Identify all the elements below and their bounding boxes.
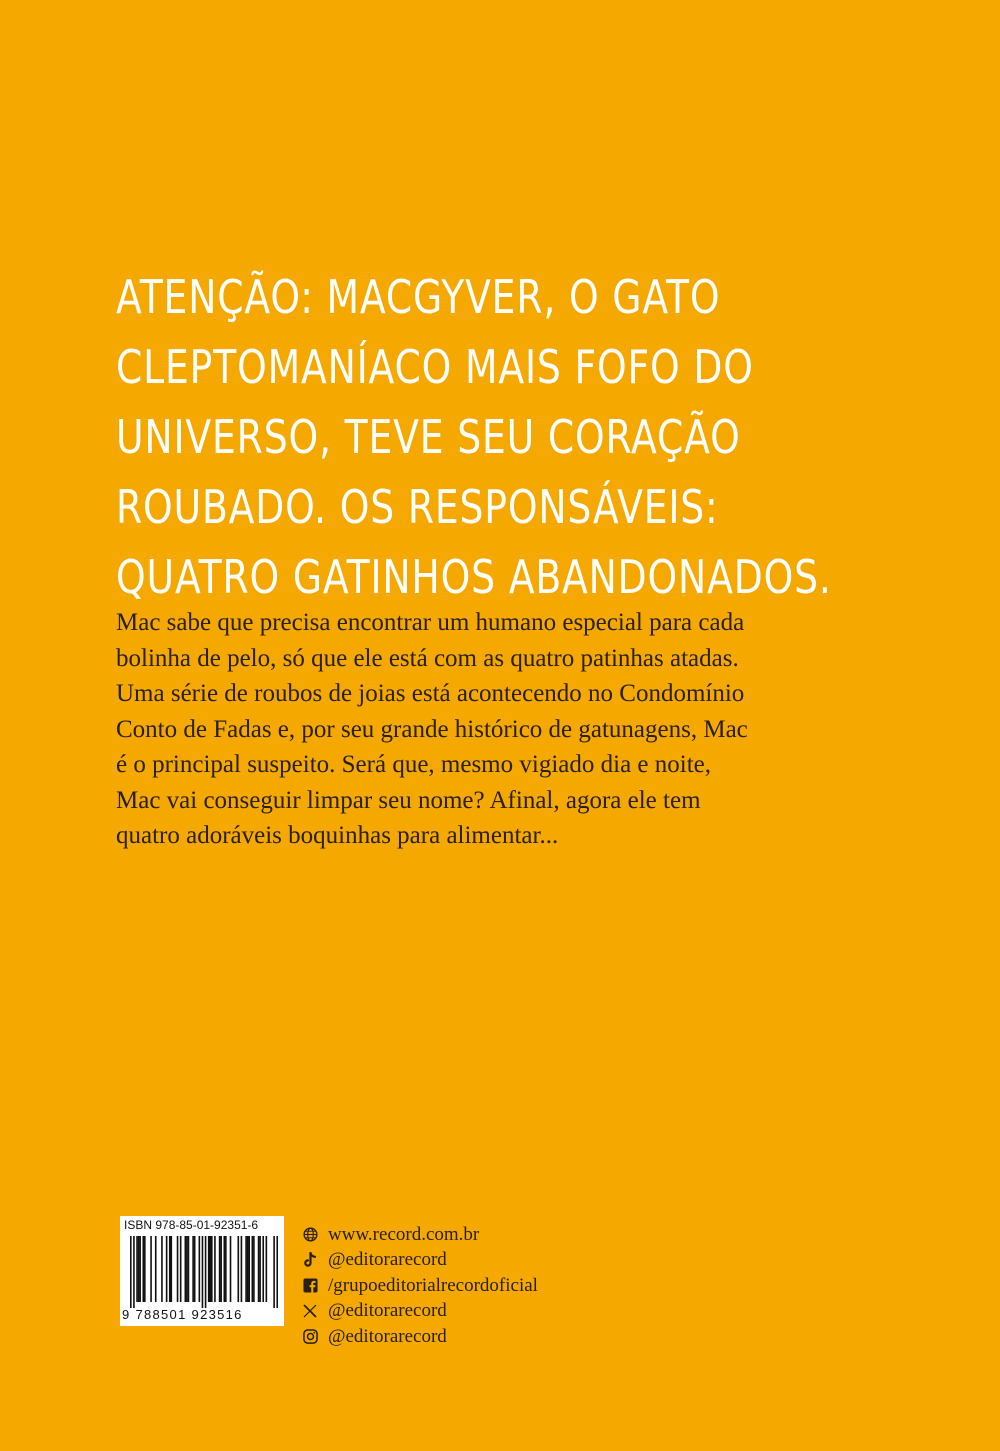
headline-line: UNIVERSO, TEVE SEU CORAÇÃO bbox=[116, 410, 741, 464]
barcode-bar bbox=[248, 1236, 250, 1302]
synopsis bbox=[116, 605, 846, 854]
barcode-bar bbox=[142, 1236, 144, 1302]
barcode-bar bbox=[253, 1236, 255, 1302]
barcode-bar bbox=[237, 1236, 239, 1302]
barcode-bar bbox=[202, 1236, 204, 1308]
contact-x bbox=[302, 1299, 538, 1325]
synopsis-line: Conto de Fadas e, por seu grande histórico de gatunagens, Mac bbox=[116, 715, 748, 743]
barcode-bar bbox=[169, 1236, 171, 1302]
barcode-bar bbox=[136, 1236, 138, 1302]
barcode-bar bbox=[166, 1236, 168, 1302]
headline-line: CLEPTOMANÍACO MAIS FOFO DO bbox=[116, 340, 754, 394]
barcode-bar bbox=[209, 1236, 211, 1302]
barcode-bar bbox=[144, 1236, 146, 1302]
contact-facebook bbox=[302, 1273, 538, 1299]
barcode-bar bbox=[194, 1236, 196, 1302]
synopsis-line: quatro adoráveis boquinhas para alimentar... bbox=[116, 822, 559, 849]
barcode-bar bbox=[258, 1236, 260, 1302]
contact-instagram bbox=[302, 1324, 538, 1350]
barcode-bar bbox=[276, 1236, 278, 1308]
instagram-handle[interactable]: @editorarecord bbox=[328, 1325, 447, 1347]
barcode-bar bbox=[155, 1236, 157, 1302]
barcode-bar bbox=[273, 1236, 275, 1308]
barcode-bar bbox=[192, 1236, 194, 1302]
headline bbox=[116, 262, 832, 612]
x-handle[interactable]: @editorarecord bbox=[328, 1300, 447, 1322]
barcode-bar bbox=[220, 1236, 222, 1302]
barcode-bar bbox=[171, 1236, 173, 1302]
barcode-bar bbox=[180, 1236, 182, 1302]
synopsis-line: é o principal suspeito. Será que, mesmo vigiado dia e noite, bbox=[116, 751, 711, 778]
barcode-bar bbox=[262, 1236, 264, 1302]
synopsis-line: Mac vai conseguir limpar seu nome? Afinal, agora ele tem bbox=[116, 786, 701, 814]
headline-line: ROUBADO. OS RESPONSÁVEIS: bbox=[116, 480, 719, 534]
barcode-bar bbox=[177, 1236, 179, 1302]
barcode-bar bbox=[214, 1236, 216, 1302]
barcode-bar bbox=[186, 1236, 188, 1302]
barcode-bar bbox=[230, 1236, 232, 1302]
barcode-bar bbox=[259, 1236, 261, 1302]
barcode-bar bbox=[223, 1236, 225, 1302]
barcode-bar bbox=[225, 1236, 227, 1302]
facebook-page[interactable]: /grupoeditorialrecordoficial bbox=[328, 1274, 538, 1296]
barcode-bar bbox=[208, 1236, 210, 1302]
barcode-digits: 9 788501 923516 bbox=[122, 1307, 243, 1322]
contact-website bbox=[302, 1222, 538, 1248]
barcode-bar bbox=[252, 1236, 254, 1302]
barcode-bar bbox=[205, 1236, 207, 1308]
barcode-bar bbox=[185, 1236, 187, 1302]
barcode-bar bbox=[138, 1236, 140, 1302]
isbn-barcode bbox=[120, 1216, 284, 1326]
synopsis-line: Mac sabe que precisa encontrar um humano especial para cada bbox=[116, 609, 745, 636]
instagram-icon bbox=[302, 1329, 318, 1345]
barcode-bars bbox=[130, 1236, 278, 1308]
headline-line: ATENÇÃO: MACGYVER, O GATO bbox=[116, 270, 721, 324]
barcode-bar bbox=[241, 1236, 243, 1302]
barcode-bar bbox=[266, 1236, 268, 1302]
tiktok-icon bbox=[302, 1252, 318, 1268]
barcode-bar bbox=[245, 1236, 247, 1302]
contact-tiktok bbox=[302, 1248, 538, 1274]
synopsis-line: bolinha de pelo, só que ele está com as quatro patinhas atadas. bbox=[116, 644, 739, 672]
headline-line: QUATRO GATINHOS ABANDONADOS. bbox=[116, 550, 832, 604]
globe-icon bbox=[302, 1227, 318, 1243]
facebook-icon bbox=[302, 1278, 318, 1294]
barcode-bar bbox=[247, 1236, 249, 1302]
synopsis-line: Uma série de roubos de joias está acontecendo no Condomínio bbox=[116, 680, 745, 707]
barcode-bar bbox=[188, 1236, 190, 1302]
barcode-bar bbox=[199, 1236, 201, 1302]
barcode-bar bbox=[161, 1236, 163, 1302]
x-icon bbox=[302, 1303, 318, 1319]
barcode-bar bbox=[130, 1236, 132, 1308]
website-link[interactable]: www.record.com.br bbox=[328, 1223, 480, 1245]
barcode-bar bbox=[150, 1236, 152, 1302]
barcode-bar bbox=[139, 1236, 141, 1302]
barcode-bar bbox=[219, 1236, 221, 1302]
barcode-bar bbox=[133, 1236, 135, 1308]
contact-list bbox=[302, 1222, 538, 1350]
isbn-number: ISBN 978-85-01-92351-6 bbox=[124, 1218, 259, 1232]
barcode-bar bbox=[211, 1236, 213, 1302]
tiktok-handle[interactable]: @editorarecord bbox=[328, 1249, 447, 1271]
